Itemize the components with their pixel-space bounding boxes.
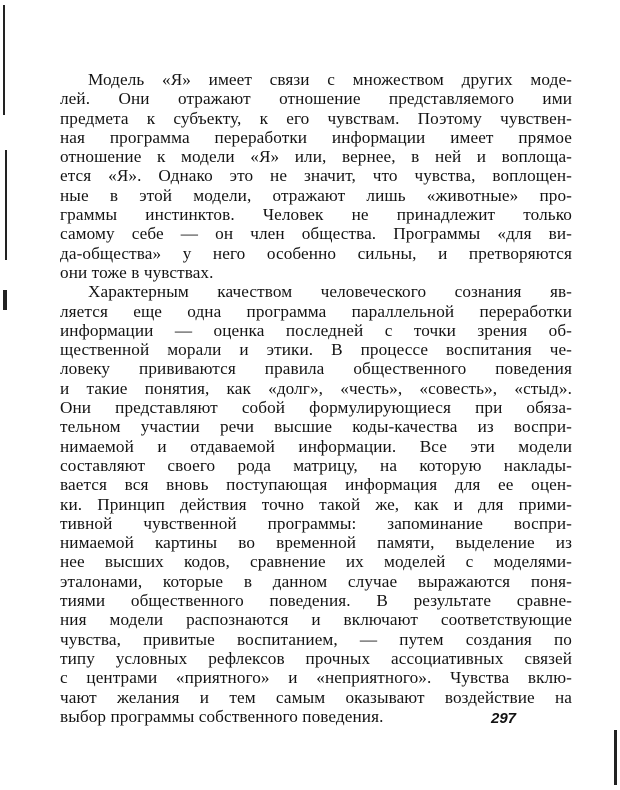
text-line: эталонами, которые в данном случае выражаются поня-: [60, 571, 572, 591]
text-line: Характерным качеством человеческого сознания яв-: [88, 282, 572, 302]
text-line: ловеку прививаются правила общественного поведения: [60, 359, 572, 379]
scan-edge-mark: [614, 730, 617, 785]
text-line: типу условных рефлексов прочных ассоциативных связей: [60, 648, 572, 668]
body-text: [60, 70, 572, 726]
text-line: они тоже в чувствах.: [60, 262, 214, 282]
paragraph-1: [60, 70, 572, 282]
text-line: отношение к модели «Я» или, вернее, в ней и воплоща-: [60, 147, 572, 167]
text-line: чают желания и тем самым оказывают воздействие на: [60, 687, 572, 707]
text-line: ные в этой модели, отражают лишь «животные» про-: [60, 185, 572, 205]
scan-edge-mark: [3, 5, 5, 115]
text-line: составляют своего рода матрицу, на которую наклады-: [60, 455, 572, 475]
text-line: Модель «Я» имеет связи с множеством других моде-: [88, 70, 572, 89]
text-line: щественной морали и этики. В процессе воспитания че-: [60, 340, 572, 360]
text-line: лей. Они отражают отношение представляемого ими: [60, 89, 572, 109]
scan-edge-mark: [3, 290, 7, 310]
text-line: нимаемой и отдаваемой информации. Все эти модели: [60, 436, 572, 456]
text-line: с центрами «приятного» и «неприятного». Чувства вклю-: [60, 668, 572, 688]
text-line: ляется еще одна программа параллельной переработки: [60, 301, 572, 321]
text-line: тивной чувственной программы: запоминание воспри-: [60, 513, 572, 533]
text-line: тиями общественного поведения. В результате сравне-: [60, 591, 572, 611]
text-line: и такие понятия, как «долг», «честь», «совесть», «стыд».: [60, 378, 572, 398]
text-line: вается вся вновь поступающая информация для ее оцен-: [60, 475, 572, 495]
text-line: чувства, привитые воспитанием, — путем создания по: [60, 629, 572, 649]
text-line: тельном участии речи высшие коды-качества из воспри-: [60, 417, 572, 437]
page-number: 297: [491, 710, 517, 727]
text-line: предмета к субъекту, к его чувствам. Поэтому чувствен-: [60, 108, 572, 128]
text-line: выбор программы собственного поведения.: [60, 706, 384, 726]
text-line: ется «Я». Однако это не значит, что чувства, воплощен-: [60, 166, 572, 186]
text-line: ния модели распознаются и включают соответствующие: [60, 610, 572, 630]
text-line: самому себе — он член общества. Программы «для ви-: [60, 224, 572, 244]
text-line: нимаемой картины во временной памяти, выделение из: [60, 533, 572, 553]
scan-edge-mark: [5, 150, 7, 260]
text-line: Они представляют собой формулирующиеся при обяза-: [60, 398, 572, 418]
text-line: ки. Принцип действия точно такой же, как и для прими-: [60, 494, 572, 514]
paragraph-2: [60, 282, 572, 726]
text-line: да-общества» у него особенно сильны, и претворяются: [60, 243, 572, 263]
text-line: ная программа переработки информации имеет прямое: [60, 127, 572, 147]
text-line: информации — оценка последней с точки зрения об-: [60, 320, 572, 340]
text-line: нее высших кодов, сравнение их моделей с моделями-: [60, 552, 572, 572]
text-line: граммы инстинктов. Человек не принадлежит только: [60, 205, 572, 225]
